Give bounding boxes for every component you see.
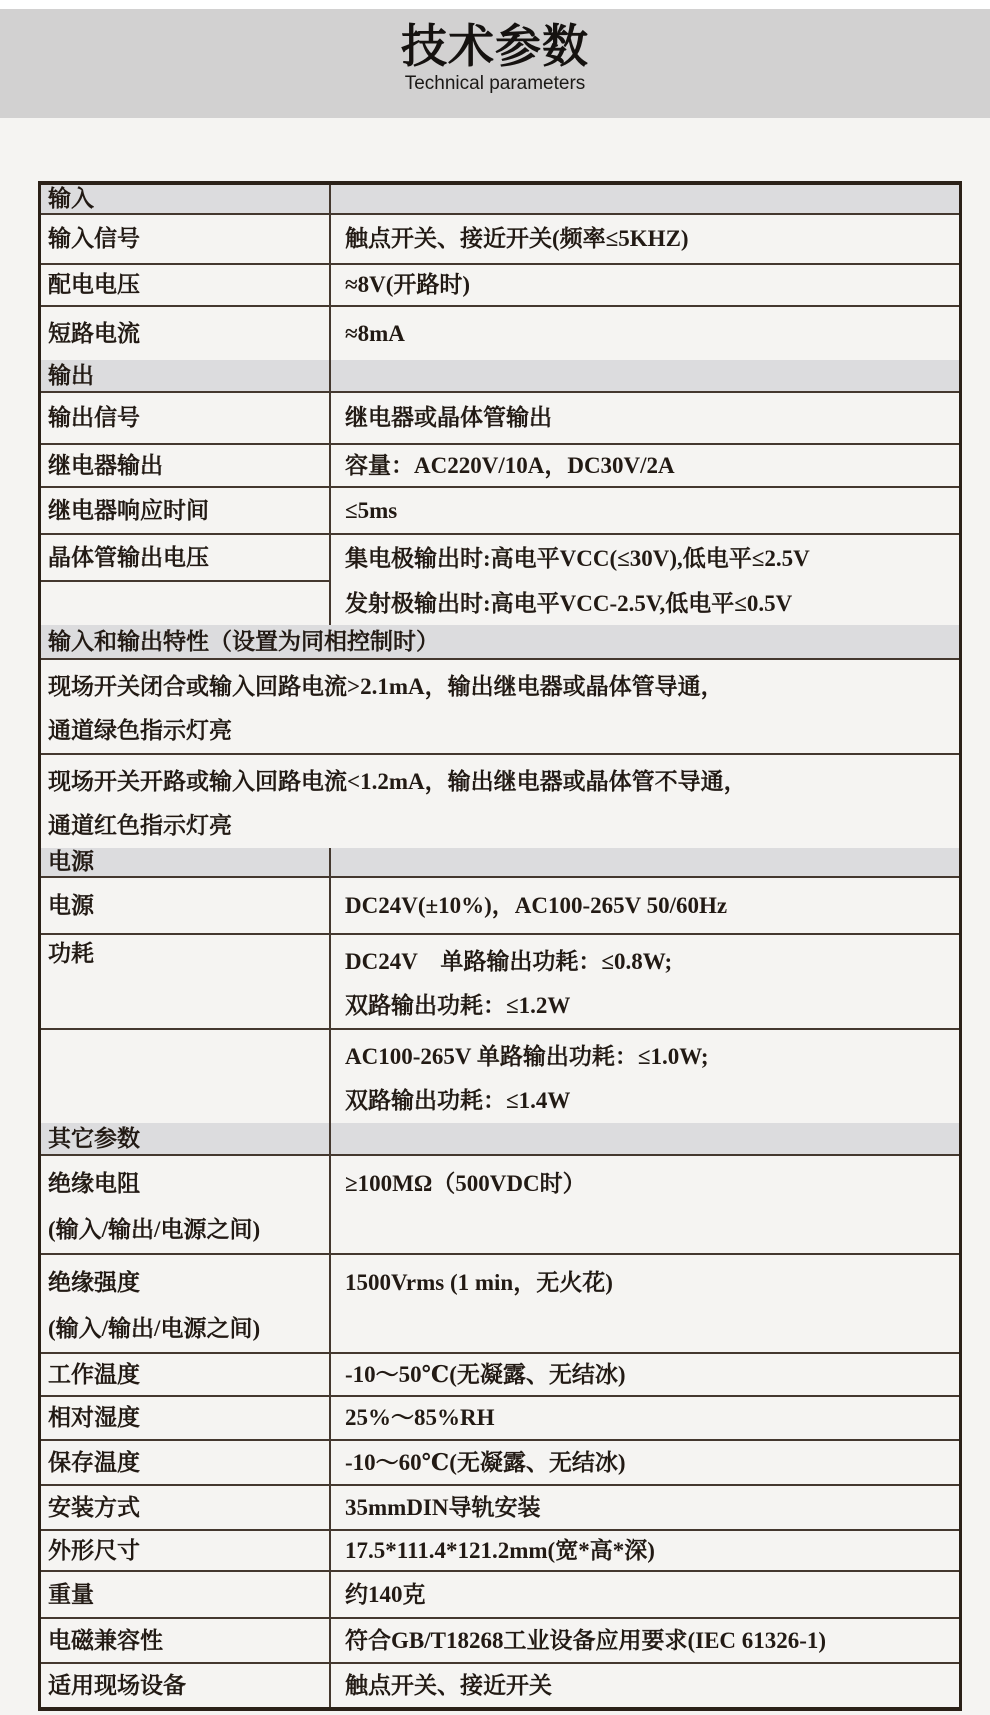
param-value-cell bbox=[331, 1572, 959, 1617]
param-key: 电磁兼容性 bbox=[48, 1627, 163, 1653]
header-banner bbox=[0, 9, 990, 118]
table-row bbox=[41, 445, 959, 488]
param-key: 输出信号 bbox=[48, 405, 140, 431]
param-key-cell bbox=[41, 445, 331, 486]
param-key-cell bbox=[41, 1572, 331, 1617]
page-subtitle: Technical parameters bbox=[404, 72, 586, 94]
table-row bbox=[41, 582, 959, 625]
param-key-cell bbox=[41, 935, 331, 1028]
param-value-cell bbox=[331, 445, 959, 486]
param-key-cell bbox=[41, 265, 331, 305]
top-white-strip bbox=[0, 0, 990, 9]
param-value: 触点开关、接近开关 bbox=[345, 1672, 552, 1698]
param-value: 符合GB/T18268工业设备应用要求(IEC 61326-1) bbox=[345, 1627, 827, 1653]
param-key: 配电电压 bbox=[48, 272, 140, 298]
param-value: DC24V 单路输出功耗：≤0.8W; bbox=[345, 949, 673, 974]
param-key-cell bbox=[41, 1531, 331, 1570]
table-row bbox=[41, 878, 959, 935]
param-key: 电源 bbox=[48, 892, 94, 918]
param-value: 35mmDIN导轨安装 bbox=[345, 1494, 541, 1520]
param-key: 继电器输出 bbox=[48, 452, 163, 478]
param-value: 继电器或晶体管输出 bbox=[345, 405, 552, 431]
param-key: 安装方式 bbox=[48, 1494, 140, 1520]
table-row bbox=[41, 265, 959, 307]
param-value-cell bbox=[331, 307, 959, 360]
param-value: ≈8mA bbox=[345, 320, 405, 346]
feature-line: 现场开关闭合或输入回路电流>2.1mA，输出继电器或晶体管导通， bbox=[48, 674, 724, 699]
feature-line: 通道绿色指示灯亮 bbox=[48, 718, 232, 743]
section-label-cell bbox=[41, 625, 959, 658]
param-value-cell bbox=[331, 393, 959, 443]
param-key-cell bbox=[41, 878, 331, 933]
param-value-cell bbox=[331, 1531, 959, 1570]
table-row bbox=[41, 1255, 959, 1354]
param-key-cell bbox=[41, 1486, 331, 1529]
section-label: 电源 bbox=[48, 849, 94, 875]
table-row bbox=[41, 393, 959, 445]
param-value: ≈8V(开路时) bbox=[345, 272, 471, 298]
param-value-cell bbox=[331, 1354, 959, 1395]
table-row bbox=[41, 488, 959, 535]
param-key-cell bbox=[41, 535, 331, 582]
param-value: 发射极输出时:高电平VCC-2.5V,低电平≤0.5V bbox=[345, 590, 793, 616]
param-key-cell bbox=[41, 1441, 331, 1484]
section-empty-cell bbox=[331, 1123, 959, 1154]
param-key-cell bbox=[41, 1255, 331, 1352]
param-key-cell bbox=[41, 582, 331, 625]
param-value: 17.5*111.4*121.2mm(宽*高*深) bbox=[345, 1537, 655, 1563]
param-value-cell bbox=[331, 1664, 959, 1707]
table-row bbox=[41, 1354, 959, 1397]
param-value-cell bbox=[331, 582, 959, 625]
feature-row bbox=[41, 660, 959, 755]
section-label: 其它参数 bbox=[48, 1125, 140, 1151]
table-row bbox=[41, 1664, 959, 1707]
param-value-cell bbox=[331, 1156, 959, 1253]
param-key-cell bbox=[41, 307, 331, 360]
param-value: -10～50℃(无凝露、无结冰) bbox=[345, 1361, 626, 1387]
page-title: 技术参数 bbox=[401, 20, 589, 72]
param-key-cell bbox=[41, 1619, 331, 1662]
param-key: 绝缘强度 bbox=[48, 1270, 140, 1295]
param-value: 集电极输出时:高电平VCC(≤30V),低电平≤2.5V bbox=[345, 545, 810, 571]
param-value: DC24V(±10%)，AC100-265V 50/60Hz bbox=[345, 892, 728, 918]
section-row bbox=[41, 1123, 959, 1156]
param-value-cell bbox=[331, 1255, 959, 1352]
section-row bbox=[41, 185, 959, 215]
param-value: 25%～85%RH bbox=[345, 1405, 495, 1431]
param-value: 容量：AC220V/10A，DC30V/2A bbox=[345, 452, 675, 478]
param-key: 相对湿度 bbox=[48, 1405, 140, 1431]
param-key-cell bbox=[41, 215, 331, 263]
param-value-cell bbox=[331, 935, 959, 1028]
section-label-cell bbox=[41, 1123, 331, 1154]
param-key: 输入信号 bbox=[48, 226, 140, 252]
param-key: 继电器响应时间 bbox=[48, 497, 209, 523]
feature-line: 现场开关开路或输入回路电流<1.2mA，输出继电器或晶体管不导通， bbox=[48, 769, 747, 794]
param-value: 触点开关、接近开关(频率≤5KHZ) bbox=[345, 226, 689, 252]
section-label-cell bbox=[41, 848, 331, 876]
param-value-cell bbox=[331, 1397, 959, 1439]
param-key: 重量 bbox=[48, 1581, 94, 1607]
param-value-cell bbox=[331, 1486, 959, 1529]
param-value-cell bbox=[331, 878, 959, 933]
section-row bbox=[41, 848, 959, 878]
table-row bbox=[41, 1619, 959, 1664]
table-row bbox=[41, 1397, 959, 1441]
feature-text-cell bbox=[41, 660, 959, 753]
feature-line: 通道红色指示灯亮 bbox=[48, 813, 232, 838]
param-value-cell bbox=[331, 215, 959, 263]
feature-row bbox=[41, 755, 959, 848]
param-key-cell bbox=[41, 1397, 331, 1439]
param-key: 保存温度 bbox=[48, 1449, 140, 1475]
param-key: 外形尺寸 bbox=[48, 1537, 140, 1563]
section-label: 输出 bbox=[48, 362, 94, 388]
section-label: 输入 bbox=[48, 186, 94, 212]
table-row bbox=[41, 215, 959, 265]
param-key: (输入/输出/电源之间) bbox=[48, 1217, 261, 1242]
param-value: 双路输出功耗：≤1.4W bbox=[345, 1088, 571, 1113]
table-row bbox=[41, 1531, 959, 1572]
param-value: ≥100MΩ（500VDC时） bbox=[345, 1171, 586, 1196]
param-key: 功耗 bbox=[48, 941, 94, 966]
section-empty-cell bbox=[331, 848, 959, 876]
table-row bbox=[41, 307, 959, 360]
table-row bbox=[41, 1441, 959, 1486]
feature-text-cell bbox=[41, 755, 959, 848]
param-value: ≤5ms bbox=[345, 497, 398, 523]
table-row bbox=[41, 1486, 959, 1531]
table-row bbox=[41, 935, 959, 1030]
section-label-cell bbox=[41, 360, 331, 391]
param-value-cell bbox=[331, 488, 959, 533]
section-row-full bbox=[41, 625, 959, 660]
param-value-cell bbox=[331, 1030, 959, 1123]
param-key-cell bbox=[41, 393, 331, 443]
param-value: 约140克 bbox=[345, 1581, 426, 1607]
table-row bbox=[41, 1572, 959, 1619]
section-label-cell bbox=[41, 185, 331, 213]
param-value-cell bbox=[331, 1619, 959, 1662]
param-key-cell bbox=[41, 1664, 331, 1707]
param-key-cell bbox=[41, 1156, 331, 1253]
param-value-cell bbox=[331, 1441, 959, 1484]
section-label: 输入和输出特性（设置为同相控制时） bbox=[48, 628, 439, 654]
table-row bbox=[41, 1030, 959, 1123]
section-empty-cell bbox=[331, 360, 959, 391]
table-row bbox=[41, 1156, 959, 1255]
param-value: -10～60℃(无凝露、无结冰) bbox=[345, 1449, 626, 1475]
param-key: 短路电流 bbox=[48, 320, 140, 346]
param-value-cell bbox=[331, 535, 959, 582]
param-key: 晶体管输出电压 bbox=[48, 544, 209, 570]
spec-table bbox=[38, 181, 962, 1711]
table-row bbox=[41, 535, 959, 582]
param-key: 适用现场设备 bbox=[48, 1672, 186, 1698]
param-key: (输入/输出/电源之间) bbox=[48, 1316, 261, 1341]
param-value-cell bbox=[331, 265, 959, 305]
param-key: 绝缘电阻 bbox=[48, 1171, 140, 1196]
param-key-cell bbox=[41, 1354, 331, 1395]
param-value: AC100-265V 单路输出功耗：≤1.0W; bbox=[345, 1044, 709, 1069]
section-empty-cell bbox=[331, 185, 959, 213]
param-value: 双路输出功耗：≤1.2W bbox=[345, 993, 571, 1018]
section-row bbox=[41, 360, 959, 393]
param-key-cell bbox=[41, 1030, 331, 1123]
param-value: 1500Vrms (1 min，无火花) bbox=[345, 1270, 613, 1295]
param-key: 工作温度 bbox=[48, 1361, 140, 1387]
param-key-cell bbox=[41, 488, 331, 533]
